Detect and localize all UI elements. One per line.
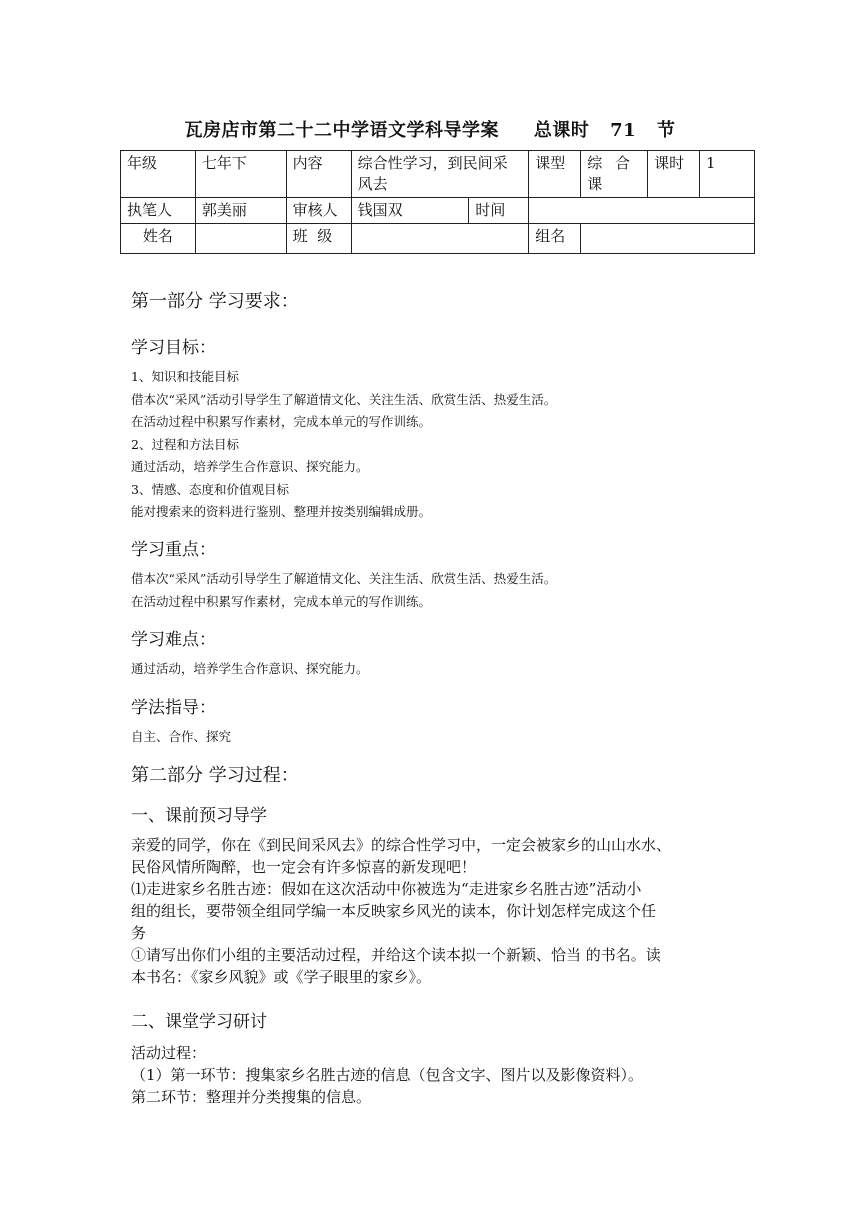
time-label: 时间 <box>469 198 529 224</box>
type-value: 综 合 课 <box>581 151 648 198</box>
name-value <box>195 224 286 254</box>
part2-heading: 第二部分 学习过程： <box>131 765 299 786</box>
section2-line: （1）第一环节：搜集家乡名胜古迹的信息（包含文字、图片以及影像资料）。 <box>131 1066 644 1084</box>
difficulty-text: 通过活动，培养学生合作意识、探究能力。 <box>131 661 369 676</box>
group-label: 组名 <box>529 224 581 254</box>
section1-body <box>131 834 735 988</box>
goal-line: 能对搜索来的资料进行鉴别、整理并按类别编辑成册。 <box>131 504 432 519</box>
goal-line: 通过活动，培养学生合作意识、探究能力。 <box>131 459 369 474</box>
part1-heading: 第一部分 学习要求： <box>131 291 299 312</box>
key-point-line: 在活动过程中积累写作素材，完成本单元的写作训练。 <box>131 593 432 609</box>
grade-value: 七年下 <box>195 151 286 198</box>
hours-value: 1 <box>700 151 755 198</box>
content-label: 内容 <box>286 151 351 198</box>
section2-heading: 二、课堂学习研讨 <box>131 1012 267 1032</box>
section1-heading: 一、课前预习导学 <box>131 806 267 826</box>
section1-line: 本书名：《家乡风貌》或《学子眼里的家乡》。 <box>131 968 432 986</box>
goal-line: 1、知识和技能目标 <box>131 369 239 384</box>
goal-line: 在活动过程中积累写作素材，完成本单元的写作训练。 <box>131 414 432 429</box>
section1-line: 亲爱的同学，你在《到民间采风去》的综合性学习中，一定会被家乡的山山水水、 <box>131 836 672 854</box>
title-unit: 节 <box>656 120 676 141</box>
name-label: 姓名 <box>121 224 196 254</box>
goal-line: 2、过程和方法目标 <box>131 436 239 452</box>
title-main: 瓦房店市第二十二中学语文学科导学案 <box>184 120 500 141</box>
method-text: 自主、合作、探究 <box>131 729 232 744</box>
time-value <box>529 198 755 224</box>
key-heading: 学习重点： <box>131 540 216 560</box>
info-row-2 <box>121 198 755 224</box>
reviewer-value: 钱国双 <box>351 198 469 224</box>
grade-label: 年级 <box>121 151 196 198</box>
method-heading: 学法指导： <box>131 698 216 718</box>
page-title <box>0 116 860 142</box>
section1-line: 务 <box>131 924 147 942</box>
type-label: 课型 <box>529 151 581 198</box>
section1-line: 组的组长，要带领全组同学编一本反映家乡风光的读本，你计划怎样完成这个任 <box>131 902 657 920</box>
key-point-line: 借本次“采风”活动引导学生了解道情文化、关注生活、欣赏生活、热爱生活。 <box>131 571 557 586</box>
section2-body <box>131 1042 735 1108</box>
group-value <box>581 224 755 254</box>
info-table <box>120 150 755 254</box>
goal-line: 3、情感、态度和价值观目标 <box>131 481 289 497</box>
section1-line: 民俗风情所陶醉，也一定会有许多惊喜的新发现吧！ <box>131 858 477 876</box>
info-row-1 <box>121 151 755 198</box>
goals-list <box>131 366 556 524</box>
section2-line: 第二环节：整理并分类搜集的信息。 <box>131 1088 372 1106</box>
content-value: 综合性学习，到民间采风去 <box>351 151 529 198</box>
goals-heading: 学习目标： <box>131 338 216 358</box>
reviewer-label: 审核人 <box>286 198 351 224</box>
info-row-3 <box>121 224 755 254</box>
writer-label: 执笔人 <box>121 198 196 224</box>
section1-line: ①请写出你们小组的主要活动过程，并给这个读本拟一个新颖、恰当 的书名。读 <box>131 946 661 964</box>
difficulty-heading: 学习难点： <box>131 630 216 650</box>
title-total-number: 71 <box>610 120 637 141</box>
section1-line: ⑴走进家乡名胜古迹：假如在这次活动中你被选为“走进家乡名胜古迹”活动小 <box>131 880 642 898</box>
title-total-label: 总课时 <box>533 120 590 141</box>
writer-value: 郭美丽 <box>195 198 286 224</box>
key-points <box>131 568 556 613</box>
class-label: 班 级 <box>286 224 351 254</box>
section2-line: 活动过程： <box>131 1044 207 1062</box>
class-value <box>351 224 529 254</box>
goal-line: 借本次“采风”活动引导学生了解道情文化、关注生活、欣赏生活、热爱生活。 <box>131 391 557 407</box>
hours-label: 课时 <box>648 151 700 198</box>
